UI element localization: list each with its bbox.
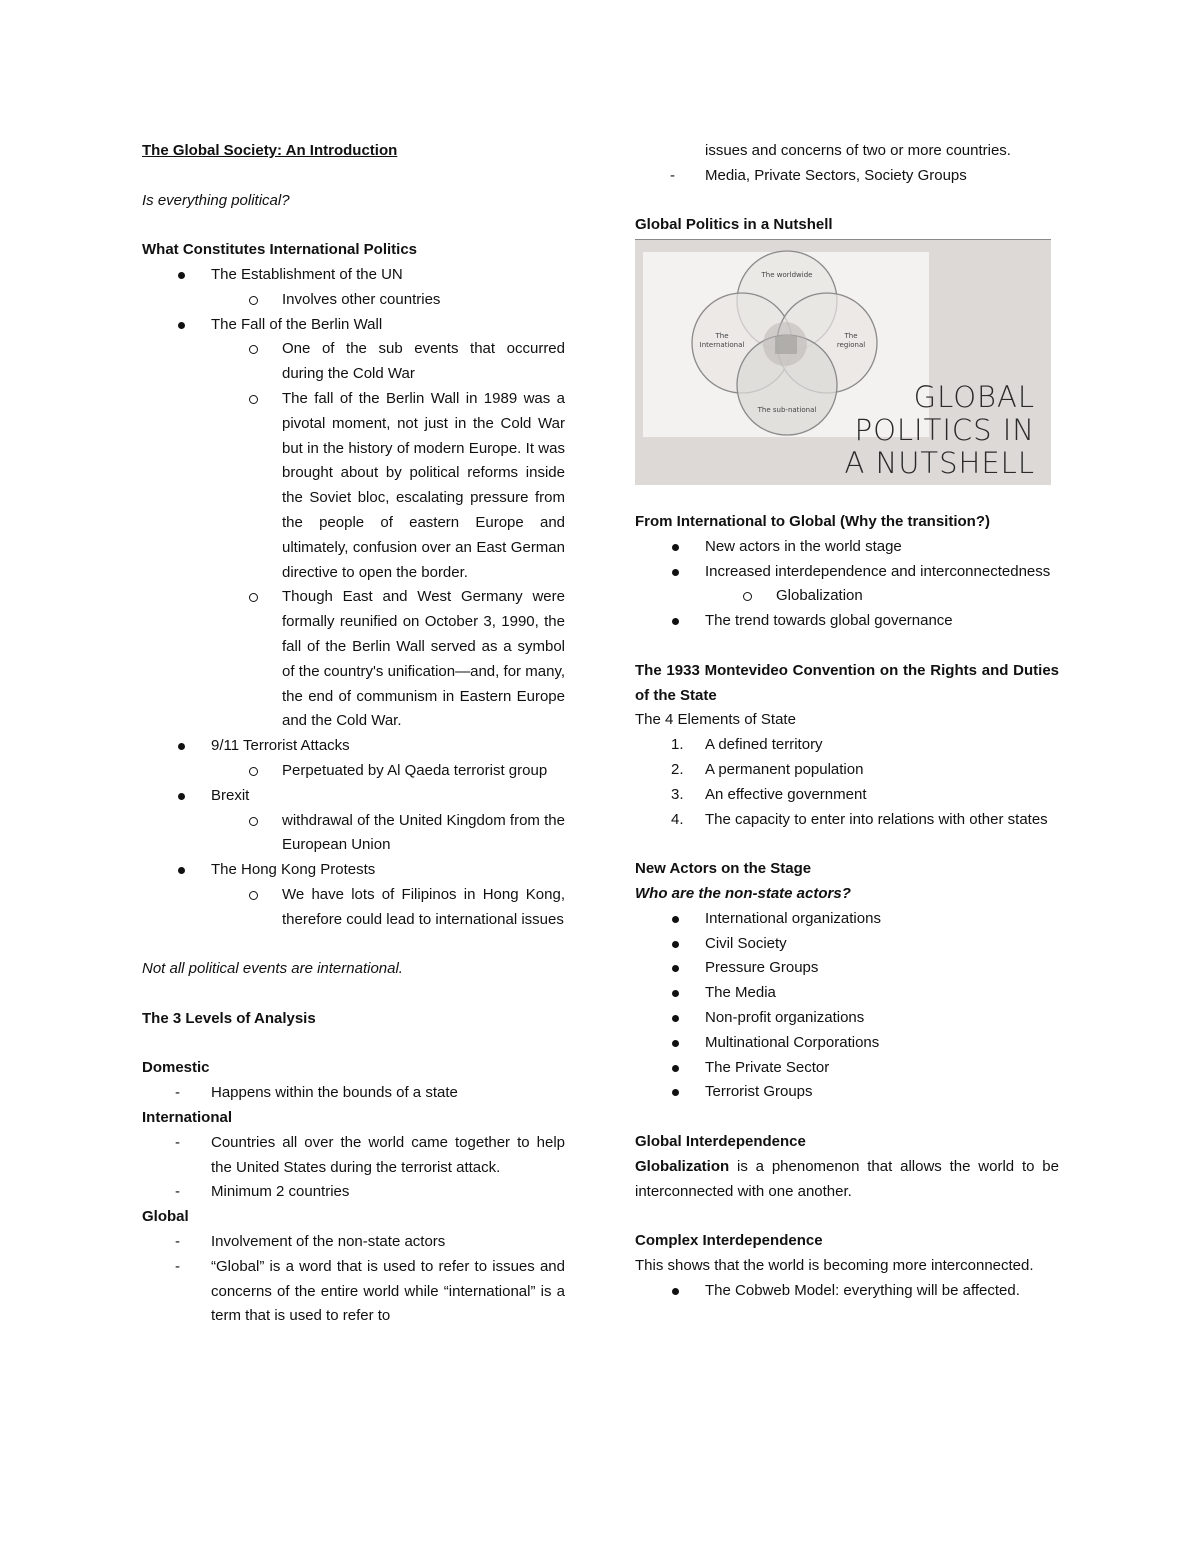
sub-list-item-text: Though East and West Germany were formally reunified on October 3, 1990, the fall of the Berlin Wall served as a symbol of the country's unification—and, for many, the end of communism in Eastern Europe and the Cold War. [282,588,565,730]
dash-item-text: Minimum 2 countries [211,1183,350,1201]
list-item [635,1006,1059,1031]
spacer [635,634,1059,659]
list-item-text: The Cobweb Model: everything will be affected. [705,1281,1020,1299]
section-heading [635,659,1059,709]
paragraph-text: This shows that the world is becoming more interconnected. [635,1256,1034,1274]
spacer [142,933,565,958]
sub-list-item [142,387,565,585]
list-item [142,784,565,809]
bullet-icon [672,569,679,576]
list-item-text: The Fall of the Berlin Wall [211,315,383,333]
italic-text: Is everything political? [142,191,290,209]
dash-item-text: “Global” is a word that is used to refer to issues and concerns of the entire world while “international” is a term that is used to refer to [211,1257,565,1325]
list-item-text: The Media [705,984,776,1002]
spacer [142,213,565,238]
bullet-icon [672,965,679,972]
dash-marker: - [175,1233,180,1251]
italic-text: Not all political events are international. [142,960,403,978]
list-item [635,535,1059,560]
section-heading [142,238,565,263]
list-item [635,981,1059,1006]
section-heading [635,1229,1059,1254]
label-international-2: International [699,341,745,350]
list-item [635,956,1059,981]
list-item-text: The Private Sector [705,1058,830,1076]
paragraph [635,708,1059,733]
dash-marker: - [175,1133,180,1151]
bullet-icon [178,743,185,750]
caption-line-3: A NUTSHELL [844,446,1035,481]
paragraph [635,1155,1059,1205]
spacer [635,485,1059,510]
spacer [635,1105,1059,1130]
section-heading [635,1130,1059,1155]
section-heading-text: The 1933 Montevideo Convention on the Rights and Duties of the State [635,661,1059,704]
page-title [142,139,565,164]
bullet-icon [178,272,185,279]
dash-item [142,1230,565,1255]
list-item-text: The trend towards global governance [705,612,953,630]
numbered-item [635,808,1059,833]
list-item [635,932,1059,957]
label-international-1: The [715,332,729,341]
circle-bullet-icon [249,395,258,404]
bullet-icon [672,618,679,625]
spacer [635,1204,1059,1229]
list-item-text: 9/11 Terrorist Attacks [211,737,350,755]
section-heading-text: Domestic [142,1059,210,1077]
section-heading [142,1056,565,1081]
item-number: 2. [671,760,684,778]
section-heading-text: Complex Interdependence [635,1232,823,1250]
sub-list-item [142,883,565,933]
list-item [142,734,565,759]
bullet-icon [672,1288,679,1295]
list-item-text: Non-profit organizations [705,1008,865,1026]
dash-item [142,1255,565,1329]
bullet-icon [672,941,679,948]
section-heading-text: From International to Global (Why the transition?) [635,512,990,530]
circle-bullet-icon [249,767,258,776]
bullet-icon [672,1040,679,1047]
label-regional-2: regional [836,341,866,350]
sub-list-item [142,288,565,313]
dash-item [142,1081,565,1106]
dash-item-text: Happens within the bounds of a state [211,1084,458,1102]
item-number: 4. [671,810,684,828]
list-item-text: The Hong Kong Protests [211,861,376,879]
section-heading-text: Global Interdependence [635,1132,806,1150]
list-item [142,313,565,338]
section-heading [635,857,1059,882]
item-number: 1. [671,736,684,754]
global-politics-figure [635,240,1051,485]
item-number: 3. [671,785,684,803]
circle-bullet-icon [249,345,258,354]
dash-item-text: Involvement of the non-state actors [211,1233,446,1251]
spacer [142,1032,565,1057]
list-item-text: Increased interdependence and interconnectedness [705,562,1051,580]
section-heading [142,1205,565,1230]
section-heading-text: What Constitutes International Politics [142,241,418,259]
label-worldwide: The worldwide [761,271,813,280]
sub-list-item-text: One of the sub events that occurred during the Cold War [282,340,565,383]
bullet-icon [672,1015,679,1022]
italic-line [142,957,565,982]
dash-item [142,1131,565,1181]
dash-marker: - [175,1257,180,1275]
list-item-text: New actors in the world stage [705,537,902,555]
sub-list-item [635,584,1059,609]
section-heading [635,213,1059,238]
caption-line-1: GLOBAL [913,380,1035,415]
section-heading [142,1106,565,1131]
circle-bullet-icon [249,593,258,602]
sub-list-item-text: The fall of the Berlin Wall in 1989 was a pivotal moment, not just in the Cold War but in the history of modern Europe. It was brought about by political reforms inside the Soviet bloc, escalating pressure from the people of eastern Europe and ultimately, confusion over an East German directive to open the border. [282,389,565,581]
label-regional-1: The [844,332,858,341]
spacer [635,832,1059,857]
circle-bullet-icon [249,817,258,826]
paragraph-text: is a phenomenon that allows the world to be interconnected with one another. [635,1157,1059,1200]
caption-line-2: POLITICS IN [854,413,1035,448]
figure-block [635,239,1059,485]
list-item [635,609,1059,634]
list-item [635,1031,1059,1056]
list-item-text: Civil Society [705,934,787,952]
spacer [142,164,565,189]
circle-bullet-icon [743,592,752,601]
right-column [635,139,1059,1303]
sub-list-item [142,337,565,387]
bullet-icon [672,544,679,551]
numbered-item [635,758,1059,783]
list-item-text: Multinational Corporations [705,1033,880,1051]
list-item-text: Pressure Groups [705,959,819,977]
bullet-icon [178,867,185,874]
list-item-text: Terrorist Groups [705,1083,813,1101]
bullet-icon [672,1065,679,1072]
list-item [635,1056,1059,1081]
numbered-item [635,733,1059,758]
dash-item [635,164,1059,189]
numbered-item-text: A permanent population [705,760,864,778]
bold-italic-text: Who are the non-state actors? [635,884,851,902]
sub-list-item [142,759,565,784]
page-title-text: The Global Society: An Introduction [142,142,398,159]
list-item-text: Brexit [211,786,250,804]
spacer [635,189,1059,214]
bullet-icon [178,322,185,329]
dash-item-continued [635,139,1059,164]
label-subnational: The sub-national [757,406,817,415]
paragraph [635,1254,1059,1279]
section-heading [142,1007,565,1032]
dash-marker: - [670,166,675,184]
list-item [635,907,1059,932]
section-heading-text: International [142,1109,233,1127]
left-column [142,139,565,1329]
dash-marker: - [175,1084,180,1102]
section-heading-text: The 3 Levels of Analysis [142,1009,316,1027]
sub-list-item-text: Perpetuated by Al Qaeda terrorist group [282,761,548,779]
dash-item-text: Countries all over the world came together to help the United States during the terrorist attack. [211,1133,565,1176]
section-heading [635,510,1059,535]
paragraph-text: The 4 Elements of State [635,711,796,729]
sub-list-item-text: Globalization [776,587,863,605]
circle-bullet-icon [249,296,258,305]
numbered-item-text: A defined territory [705,736,823,754]
bullet-icon [672,990,679,997]
list-item [142,858,565,883]
section-heading-text: New Actors on the Stage [635,860,812,878]
list-item-text: International organizations [705,909,881,927]
bold-italic-line [635,882,1059,907]
numbered-item-text: An effective government [705,785,867,803]
numbered-item-text: The capacity to enter into relations with other states [705,810,1048,828]
bullet-icon [178,793,185,800]
bullet-icon [672,916,679,923]
italic-line [142,189,565,214]
sub-list-item [142,585,565,734]
list-item [635,1080,1059,1105]
sub-list-item-text: We have lots of Filipinos in Hong Kong, therefore could lead to international issues [282,885,565,928]
sub-list-item-text: withdrawal of the United Kingdom from the European Union [282,811,565,854]
list-item-text: The Establishment of the UN [211,265,403,283]
numbered-item [635,783,1059,808]
list-item [635,1279,1059,1304]
section-heading-text: Global [142,1208,189,1226]
list-item [142,263,565,288]
continued-text: issues and concerns of two or more countries. [705,142,1011,159]
bullet-icon [672,1089,679,1096]
sub-list-item-text: Involves other countries [282,290,441,308]
spacer [142,982,565,1007]
dash-marker: - [175,1183,180,1201]
dash-item-text: Media, Private Sectors, Society Groups [705,166,967,184]
circle-bullet-icon [249,891,258,900]
bold-term: Globalization [635,1157,730,1175]
list-item [635,560,1059,585]
dash-item [142,1180,565,1205]
overlap-center [775,336,797,354]
section-heading-text: Global Politics in a Nutshell [635,216,833,234]
sub-list-item [142,809,565,859]
